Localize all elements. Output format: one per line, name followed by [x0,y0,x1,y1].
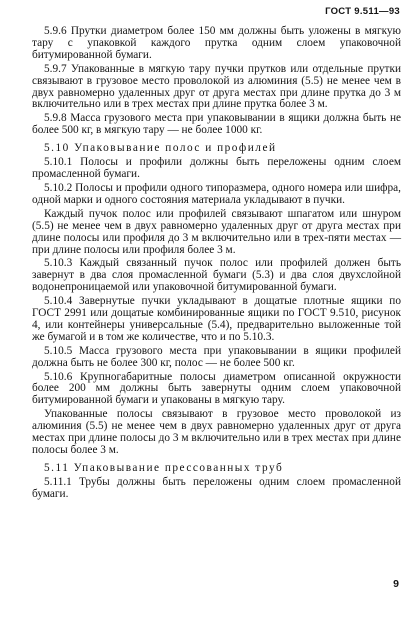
section-heading-5-10: 5.10 Упаковывание полос и профилей [44,142,277,155]
paragraph-5-10-6-continued: Упакованные полосы связывают в грузовое место проволокой из алюминия (5.5) не менее чем в двух равномерно удаленных друг от друга местах при длине полосы до 3 м включительно или в трех местах при длине полосы более 3 м. [32,408,401,456]
page-number: 9 [393,578,399,590]
standard-header: ГОСТ 9.511—93 [325,6,400,17]
paragraph-5-10-2: 5.10.2 Полосы и профили одного типоразмера, одного номера или шифра, одной марки и одного состояния материала укладывают в пучки. [32,181,401,206]
paragraph-5-9-8: 5.9.8 Масса грузового места при упаковывании в ящики должна быть не более 500 кг, в мягкую тару — не более 1000 кг. [32,112,401,137]
paragraph-5-10-1: 5.10.1 Полосы и профили должны быть переложены одним слоем промасленной бумаги. [32,156,401,181]
document-body [32,26,401,503]
section-heading-5-11: 5.11 Упаковывание прессованных труб [44,461,284,474]
paragraph-5-10-3: 5.10.3 Каждый связанный пучок полос или профилей должен быть завернут в два слоя промасленной бумаги (5.3) и два слоя двухслойной водонепроницаемой или упаковочной битумированной бумаги. [32,257,401,294]
paragraph-5-10-5: 5.10.5 Масса грузового места при упаковывании в ящики профилей должна быть не более 300 кг, полос — не более 500 кг. [32,344,401,369]
paragraph-5-9-7: 5.9.7 Упакованные в мягкую тару пучки прутков или отдельные прутки связывают в грузовое место проволокой из алюминия (5.5) не менее чем в двух равномерно удаленных друг от друга местах при длине прутка до 3 м включительно или в трех местах при длине прутка более 3 м. [32,62,401,111]
paragraph-5-10-2-continued: Каждый пучок полос или профилей связывают шпагатом или шнуром (5.5) не менее чем в двух равномерно удаленных друг от друга местах при длине полосы или профиля до 3 м включительно или в трех-пяти местах — при длине полосы или профиля более 3 м. [32,207,401,256]
paragraph-5-10-4: 5.10.4 Завернутые пучки укладывают в дощатые плотные ящики по ГОСТ 2991 или дощатые комбинированные ящики по ГОСТ 9.510, рисунок 4, или контейнеры универсальные (5.4), предварительно выложенные той же бумагой и в том же количестве, что и по 5.10.3. [32,295,401,343]
paragraph-5-9-6: 5.9.6 Прутки диаметром более 150 мм должны быть уложены в мягкую тару с упаковкой каждого прутка одним слоем упаковочной битумированной бумаги. [32,25,401,61]
paragraph-5-10-6: 5.10.6 Крупногабаритные полосы диаметром описанной окружности более 200 мм должны быть завернуты одним слоем упаковочной битумированной бумаги и упакованы в мягкую тару. [32,370,401,407]
paragraph-5-11-1: 5.11.1 Трубы должны быть переложены одним слоем промасленной бумаги. [32,475,401,500]
